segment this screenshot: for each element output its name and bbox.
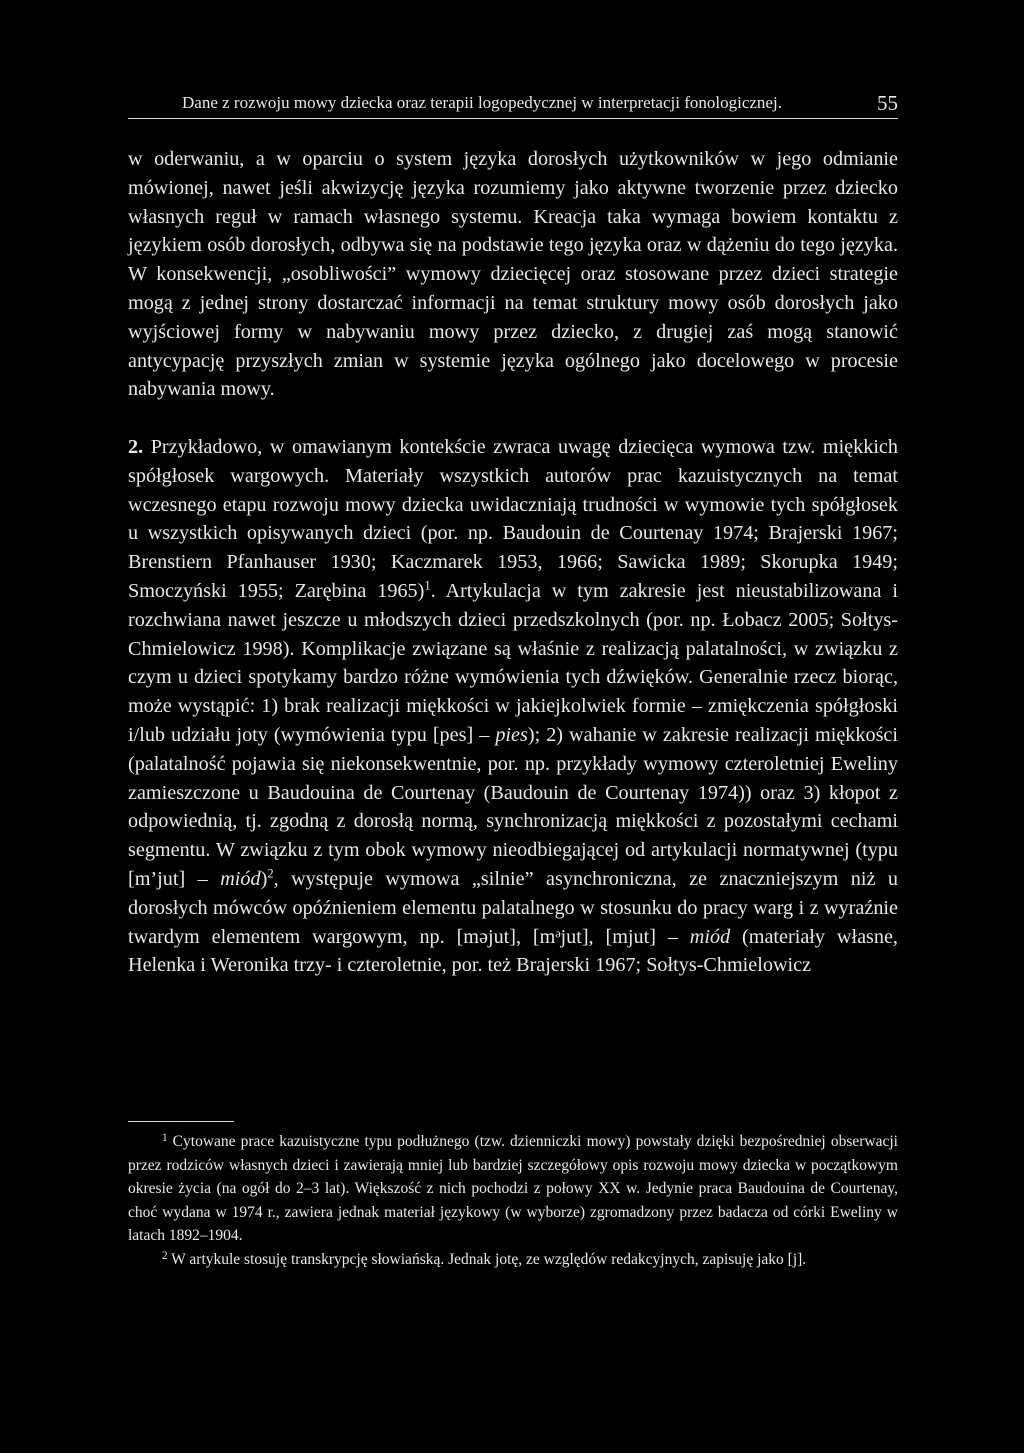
paragraph-2-text-d: ) [260,867,268,890]
running-title: Dane z rozwoju mowy dziecka oraz terapii logopedycznej w interpretacji fonologicznej. [182,93,782,112]
paragraph-2-text-b: . Artykulacja w tym zakresie jest nieustabilizowana i rozchwiana nawet jeszcze u młodszych dzieci przedszkolnych (por. np. Łobacz 2005; Sołtys-Chmielowicz 1998). Komplikacje związane są właśnie z realizacją palatalności, w związku z czym u dzieci spotykamy bardzo różne wymówienia tych dźwięków. Generalnie rzecz biorąc, może wystąpić: 1) brak realizacji miękkości w jakiejkolwiek formie – zmiękczenia spółgłoski i/lub udziału joty (wymówienia typu [pes] – [128,579,898,746]
page-number: 55 [877,91,898,115]
paragraph-2-text-a: Przykładowo, w omawianym kontekście zwraca uwagę dziecięca wymowa tzw. miękkich spółgłosek wargowych. Materiały wszystkich autorów prac kazuistycznych na temat wczesnego etapu rozwoju mowy dziecka uwidaczniają trudności w wymowie tych spółgłosek u wszystkich opisywanych dzieci (por. np. Baudouin de Courtenay 1974; Brajerski 1967; Brenstiern Pfanhauser 1930; Kaczmarek 1953, 1966; Sawicka 1989; Skorupka 1949; Smoczyński 1955; Zarębina 1965) [128,435,898,602]
footnote-2-text: W artykule stosuję transkrypcję słowiańską. Jednak jotę, ze względów redakcyjnych, zapisuję jako [j]. [167,1250,807,1268]
footnote-2 [128,1248,898,1272]
paragraph-1: w oderwaniu, a w oparciu o system języka dorosłych użytkowników w jego odmianie mówionej, nawet jeśli akwizycję języka rozumiemy jako aktywne tworzenie przez dziecko własnych reguł w ramach własnego systemu. Kreacja taka wymaga bowiem kontaktu z językiem osób dorosłych, odbywa się na podstawie tego języka oraz w dążeniu do tego języka. W konsekwencji, „osobliwości” wymowy dziecięcej oraz stosowane przez dzieci strategie mogą z jednej strony dostarczać informacji na temat struktury mowy osób dorosłych jako wyjściowej formy w nabywaniu mowy przez dziecko, z drugiej zaś mogą stanowić antycypację przyszłych zmian w systemie języka ogólnego jako docelowego w procesie nabywania mowy. [128,148,898,401]
footnote-separator [128,1121,234,1122]
example-word-miod: miód [220,867,261,890]
footnote-ref-1[interactable]: 1 [424,578,431,593]
footnote-ref-2[interactable]: 2 [267,866,274,881]
footnote-1-text: Cytowane prace kazuistyczne typu podłużnego (tzw. dzienniczki mowy) powstały dzięki bezpośredniej obserwacji przez rodziców własnych dzieci i zawierają mniej lub bardziej szczegółowy opis rozwoju mowy dziecka w początkowym okresie życia (na ogół do 2–3 lat). Większość z nich pochodzi z połowy XX w. Jedynie praca Baudouina de Courtenay, choć wydana w 1974 r., zawiera jednak materiał językowy (w wyborze) zgromadzony przez badacza od córki Eweliny w latach 1892–1904. [128,1133,898,1245]
footnote-1 [128,1130,898,1248]
running-header [128,88,898,119]
paragraph-2-text-c: ); 2) wahanie w zakresie realizacji miękkości (palatalność pojawia się niekonsekwentnie, por. np. przykłady wymowy czteroletniej Eweliny zamieszczone u Baudouina de Courtenay (Baudouin de Courtenay 1974)) oraz 3) kłopot z odpowiednią, tj. zgodną z dorosłą normą, synchronizacją miękkości z pozostałymi cechami segmentu. W związku z tym obok wymowy nieodbiegającej od artykulacji normatywnej (typu [m’jut] – [128,723,898,890]
main-text [128,145,898,980]
footnote-1-mark: 1 [162,1131,168,1144]
example-word-miod: miód [689,925,731,948]
section-number: 2. [128,435,144,458]
example-word-pies: pies [495,723,528,746]
paragraph-2 [128,433,898,980]
paragraph-2-text-f: (materiały własne, Helenka i Weronika trzy- i czteroletnie, por. też Brajerski 1967; Sołtys-Chmielowicz [128,925,898,977]
footnotes [128,1130,898,1272]
footnote-2-mark: 2 [162,1249,168,1262]
paragraph-2-text-e: , występuje wymowa „silnie” asynchroniczna, ze znaczniejszym niż u dorosłych mówców opóźnieniem elementu palatalnego w stosunku do pracy warg i z wyraźnie twardym elementem wargowym, np. [məjut], [mᵊjut], [mjut] – [128,867,898,948]
